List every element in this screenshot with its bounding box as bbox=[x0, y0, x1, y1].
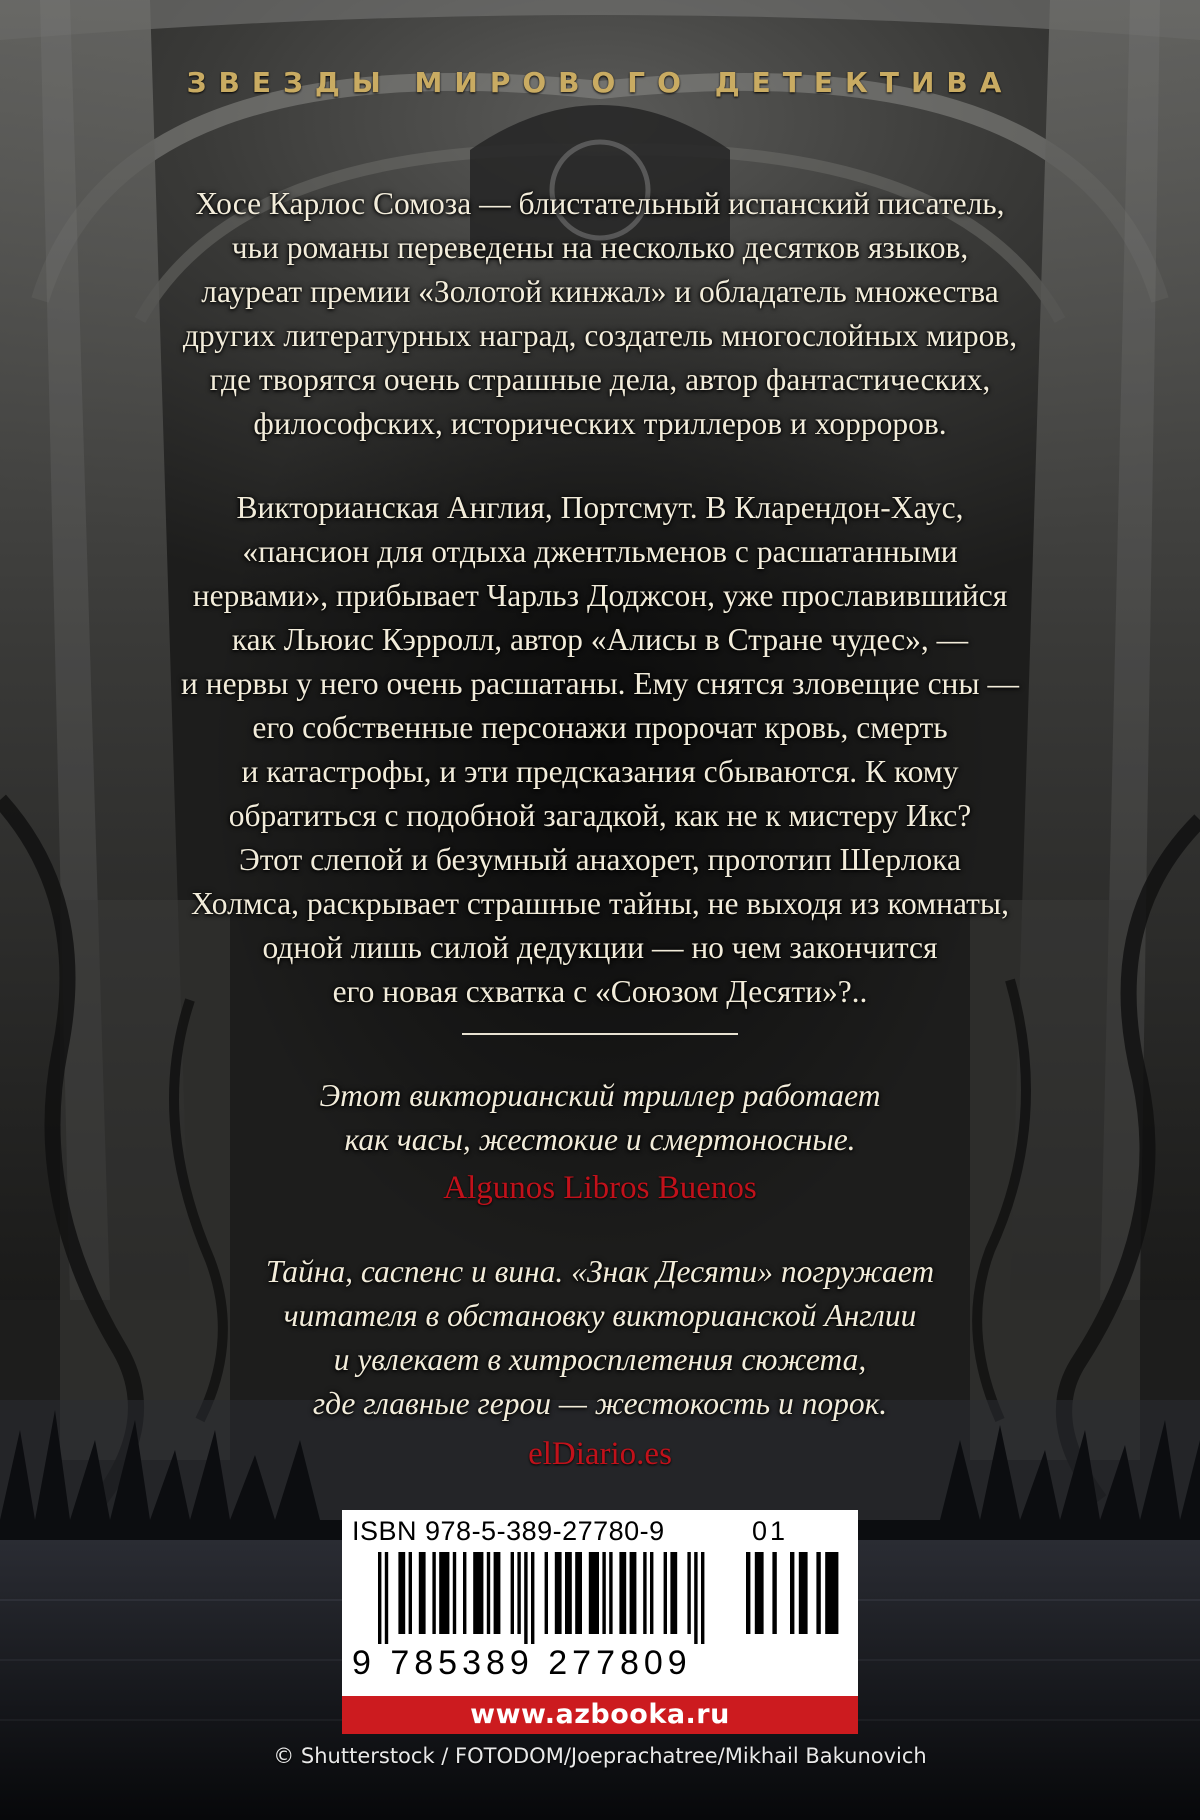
barcode-bar bbox=[494, 1552, 501, 1634]
text-line: и нервы у него очень расшатаны. Ему снятся зловещие сны — bbox=[181, 666, 1019, 701]
text-line: как Льюис Кэрролл, автор «Алисы в Стране чудес», — bbox=[231, 622, 969, 657]
barcode-bar bbox=[398, 1552, 405, 1634]
quote-line: как часы, жестокие и смертоносные. bbox=[344, 1122, 856, 1157]
barcode-bar bbox=[790, 1552, 794, 1634]
review-source: elDiario.es bbox=[528, 1436, 672, 1472]
text-line: лауреат премии «Золотой кинжал» и обладатель множества bbox=[201, 274, 999, 309]
text-line: Холмса, раскрывает страшные тайны, не выходя из комнаты, bbox=[191, 886, 1009, 921]
barcode-bar bbox=[630, 1552, 637, 1634]
series-title: ЗВЕЗДЫ МИРОВОГО ДЕТЕКТИВА bbox=[186, 66, 1014, 99]
review-quote bbox=[80, 1250, 1120, 1426]
addon-barcode bbox=[746, 1552, 842, 1644]
barcode-bar bbox=[670, 1552, 677, 1634]
text-line: нервами», прибывает Чарльз Доджсон, уже прославившийся bbox=[192, 578, 1008, 613]
author-bio bbox=[80, 182, 1120, 446]
barcode-bar bbox=[487, 1552, 490, 1634]
barcode-bar bbox=[419, 1552, 426, 1634]
barcode-bar bbox=[772, 1552, 776, 1634]
text-line: и катастрофы, и эти предсказания сбываются. К кому bbox=[241, 754, 959, 789]
barcode-bar bbox=[409, 1552, 412, 1634]
barcode-bar bbox=[524, 1552, 527, 1644]
publisher-website[interactable]: www.azbooka.ru bbox=[342, 1696, 858, 1734]
barcode-bar bbox=[565, 1552, 572, 1634]
barcode-bar bbox=[602, 1552, 605, 1634]
barcode-bar bbox=[701, 1552, 704, 1644]
barcode-bar bbox=[825, 1552, 838, 1634]
text-line: «пансион для отдыха джентльменов с расшатанными bbox=[242, 534, 958, 569]
review-source: Algunos Libros Buenos bbox=[443, 1170, 757, 1206]
barcode-bar bbox=[517, 1552, 520, 1634]
barcode-bar bbox=[816, 1552, 820, 1634]
barcode-bar bbox=[531, 1552, 534, 1644]
text-line: его собственные персонажи пророчат кровь, смерть bbox=[252, 710, 948, 745]
quote-line: и увлекает в хитросплетения сюжета, bbox=[333, 1342, 867, 1377]
barcode-bar bbox=[378, 1552, 381, 1644]
barcode-bar bbox=[575, 1552, 582, 1634]
barcode-bar bbox=[463, 1552, 466, 1634]
barcode-bar bbox=[619, 1552, 626, 1634]
synopsis bbox=[80, 486, 1120, 1014]
barcode-addon-code: 01 bbox=[752, 1516, 789, 1546]
barcode-bar bbox=[555, 1552, 562, 1634]
text-line: Этот слепой и безумный анахорет, прототип Шерлока bbox=[238, 842, 961, 877]
text-line: чьи романы переведены на несколько десятков языков, bbox=[231, 230, 969, 265]
barcode-bar bbox=[473, 1552, 483, 1634]
barcode-bar bbox=[799, 1552, 808, 1634]
quote-line: где главные герои — жестокость и порок. bbox=[312, 1386, 888, 1421]
text-line: где творятся очень страшные дела, автор фантастических, bbox=[209, 362, 991, 397]
ean-barcode bbox=[378, 1552, 734, 1644]
barcode-bar bbox=[650, 1552, 653, 1634]
barcode-bar bbox=[453, 1552, 456, 1634]
text-line: философских, исторических триллеров и хорроров. bbox=[253, 406, 947, 441]
barcode-bar bbox=[664, 1552, 667, 1634]
barcode-bar bbox=[385, 1552, 388, 1644]
ean-digits: 9 785389 277809 bbox=[352, 1644, 692, 1682]
image-credits: © Shutterstock / FOTODOM/Joeprachatree/Mikhail Bakunovich bbox=[273, 1744, 927, 1768]
text-line: одной лишь силой дедукции — но чем закончится bbox=[262, 930, 938, 965]
barcode-bar bbox=[439, 1552, 449, 1634]
section-divider bbox=[462, 1033, 738, 1035]
barcode-bar bbox=[545, 1552, 548, 1634]
isbn-number: ISBN 978-5-389-27780-9 bbox=[352, 1516, 665, 1546]
barcode-bar bbox=[432, 1552, 435, 1634]
barcode-block bbox=[342, 1510, 858, 1696]
text-line: других литературных наград, создатель многослойных миров, bbox=[182, 318, 1018, 353]
barcode-bar bbox=[609, 1552, 612, 1634]
quote-line: читателя в обстановку викторианской Англии bbox=[283, 1298, 917, 1333]
barcode-bar bbox=[746, 1552, 750, 1634]
barcode-bar bbox=[589, 1552, 599, 1634]
barcode-bar bbox=[687, 1552, 690, 1634]
text-line: его новая схватка с «Союзом Десяти»?.. bbox=[332, 974, 868, 1009]
text-line: обратиться с подобной загадкой, как не к мистеру Икс? bbox=[228, 798, 972, 833]
text-line: Хосе Карлос Сомоза — блистательный испанский писатель, bbox=[195, 186, 1005, 221]
text-line: Викторианская Англия, Портсмут. В Кларендон-Хаус, bbox=[236, 490, 964, 525]
quote-line: Этот викторианский триллер работает bbox=[319, 1078, 881, 1113]
barcode-bar bbox=[643, 1552, 646, 1634]
barcode-bar bbox=[511, 1552, 514, 1634]
quote-line: Тайна, саспенс и вина. «Знак Десяти» погружает bbox=[265, 1254, 935, 1289]
barcode-bar bbox=[694, 1552, 697, 1644]
review-quote bbox=[80, 1074, 1120, 1162]
barcode-bar bbox=[755, 1552, 764, 1634]
